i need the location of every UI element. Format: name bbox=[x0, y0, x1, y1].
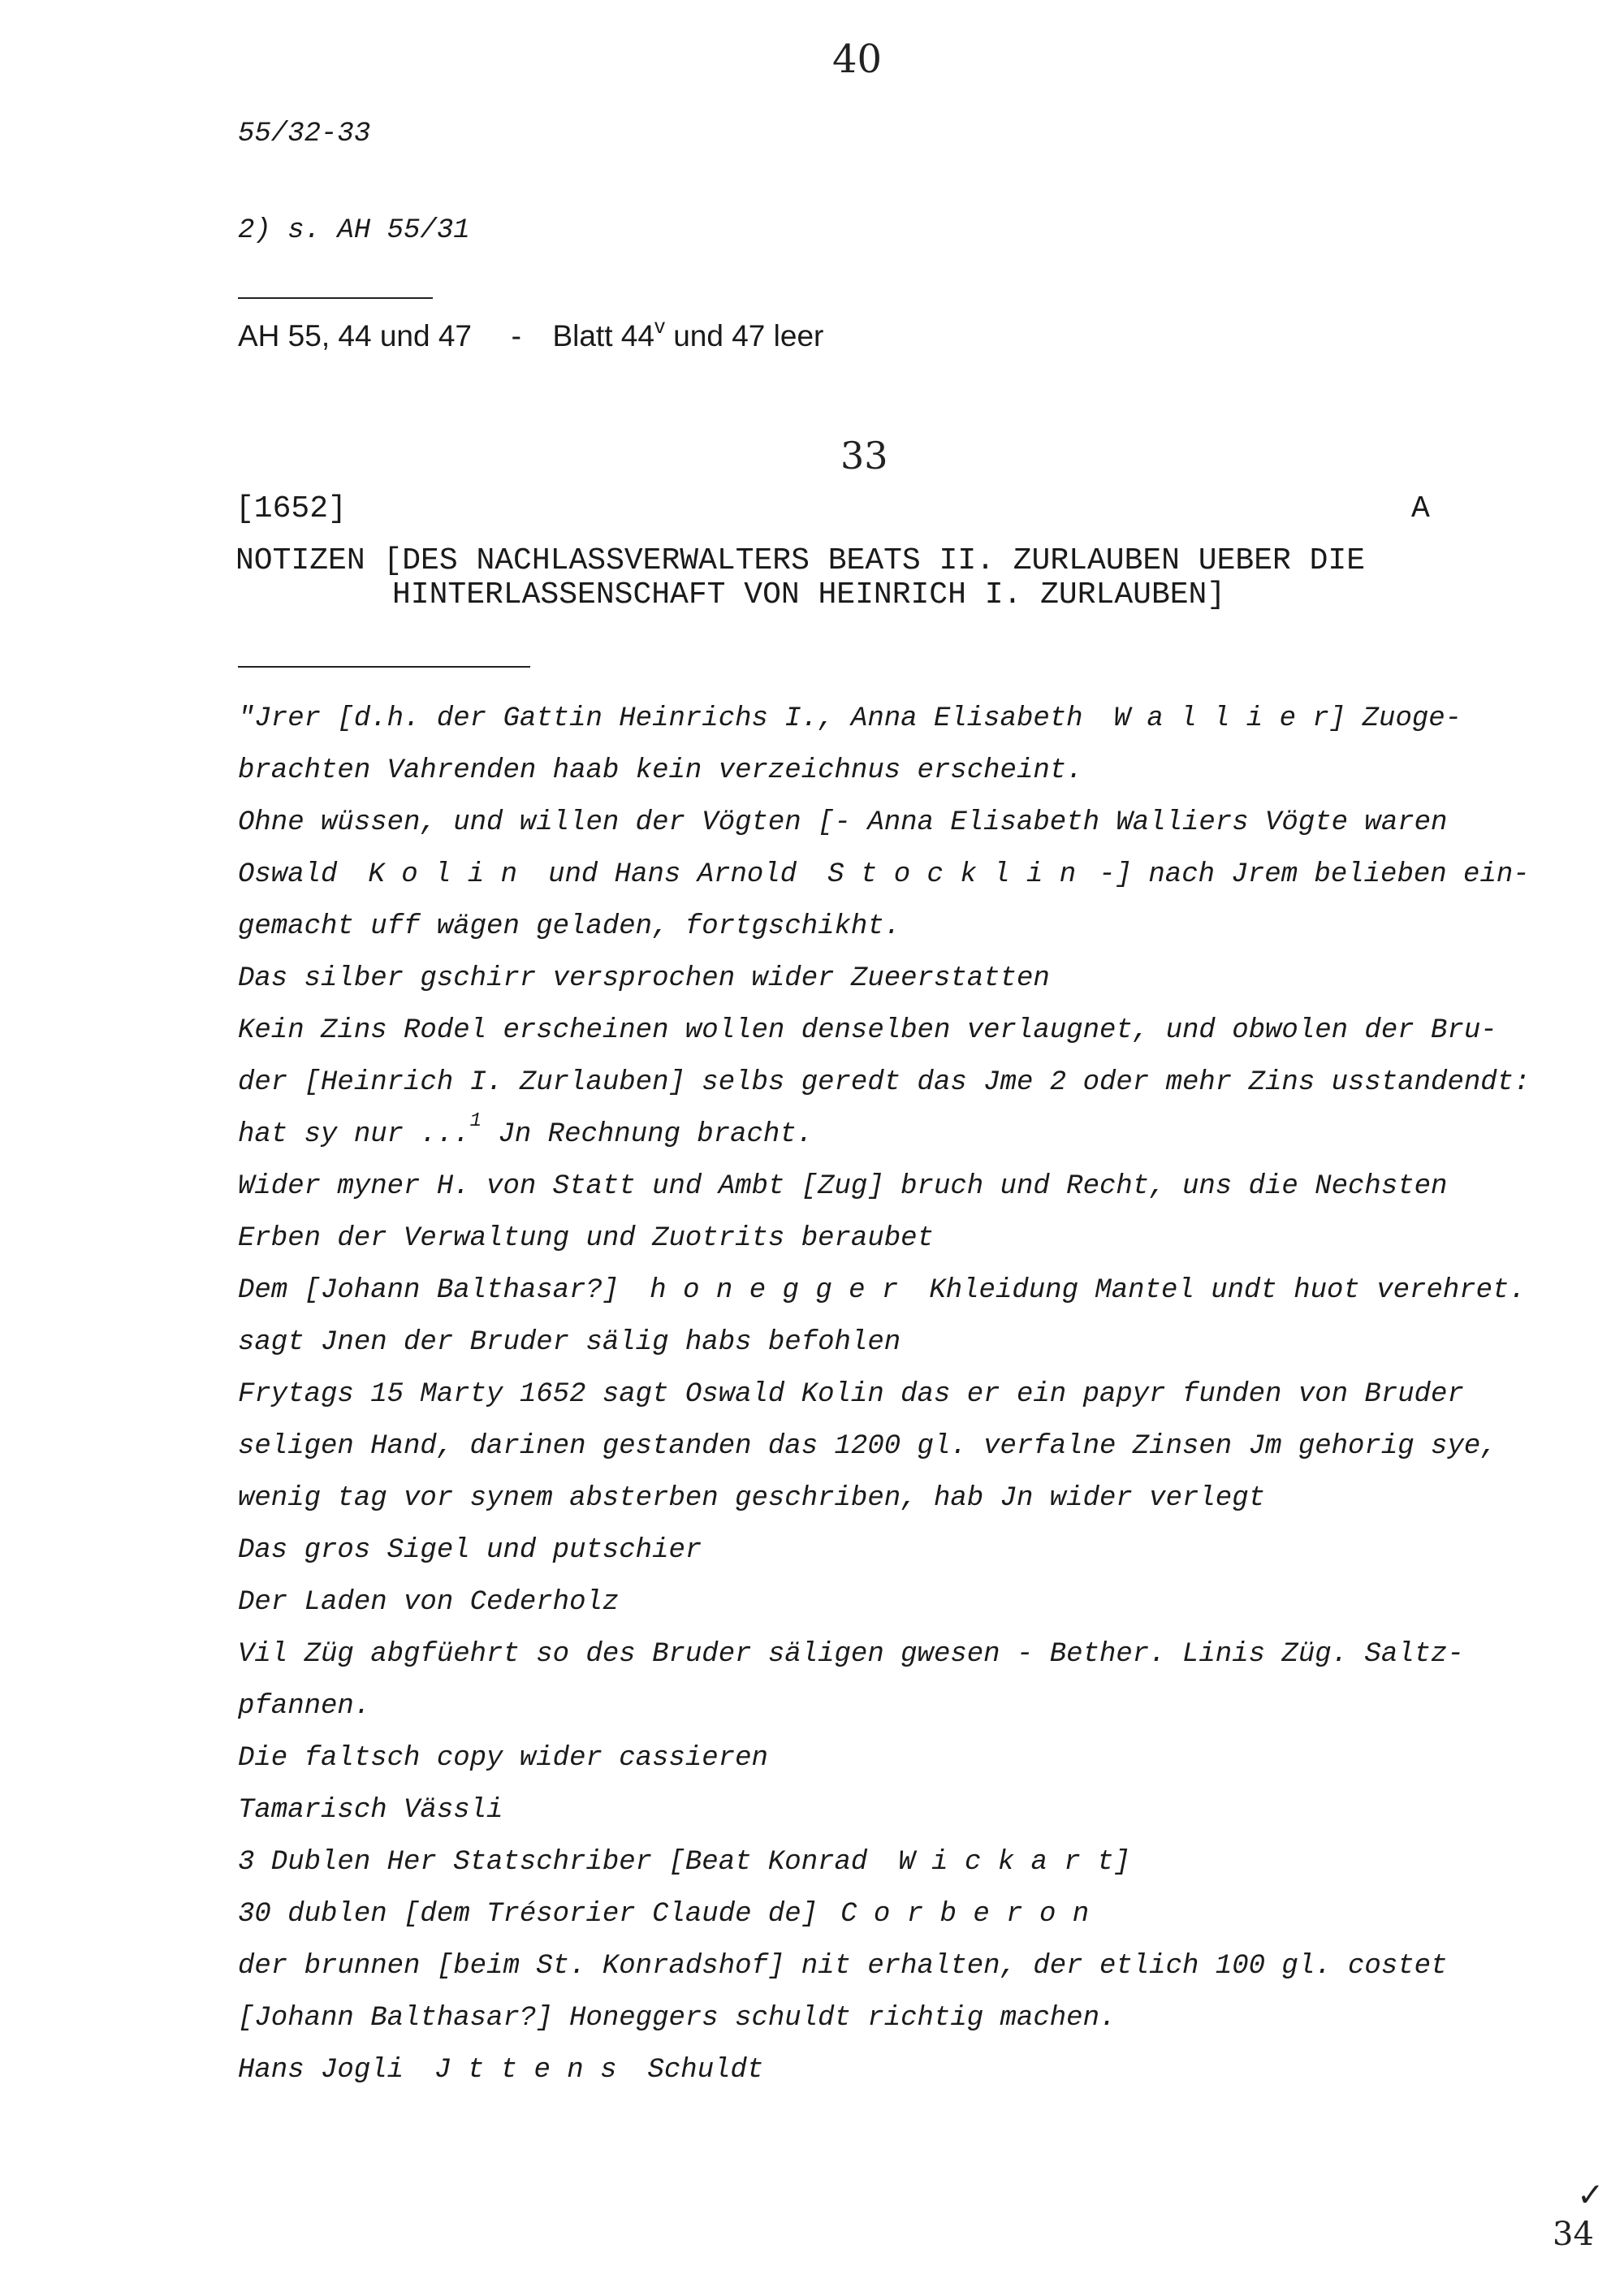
text-line: Die faltsch copy wider cassieren bbox=[238, 1743, 768, 1774]
text-line: Erben der Verwaltung und Zuotrits beraubet bbox=[238, 1223, 934, 1254]
text-line: gemacht uff wägen geladen, fortgschikht. bbox=[238, 911, 901, 942]
text-line: Hans Jogli J t t e n s Schuldt bbox=[238, 2055, 764, 2086]
title-line-2: HINTERLASSENSCHAFT VON HEINRICH I. ZURLAUBEN] bbox=[392, 577, 1226, 612]
text-line: hat sy nur ...$^1$ Jn Rechnung bracht. bbox=[238, 1110, 814, 1150]
source-blatt: Blatt 44 bbox=[552, 319, 654, 352]
corner-page-mark: 34 bbox=[1553, 2216, 1594, 2253]
text-line: Das gros Sigel und putschier bbox=[238, 1535, 702, 1566]
footnote-marker: 1 bbox=[469, 1110, 482, 1132]
text-line: Oswald K o l i n und Hans Arnold S t o c k l i n -] nach Jrem belieben ein- bbox=[238, 859, 1530, 890]
reference-top: 55/32-33 bbox=[238, 119, 371, 149]
document-date: [1652] bbox=[235, 491, 347, 526]
source-dash: - bbox=[511, 319, 521, 352]
text-line: Kein Zins Rodel erscheinen wollen denselben verlaugnet, und obwolen der Bru- bbox=[238, 1015, 1497, 1046]
document-letter: A bbox=[1411, 491, 1430, 526]
text-line: der [Heinrich I. Zurlauben] selbs geredt das Jme 2 oder mehr Zins usstandendt: bbox=[238, 1067, 1531, 1098]
footnote: 2) s. AH 55/31 bbox=[238, 215, 470, 246]
transcription-body bbox=[238, 700, 1530, 2104]
text-line: [Johann Balthasar?] Honeggers schuldt richtig machen. bbox=[238, 2003, 1116, 2034]
text-line: Wider myner H. von Statt und Ambt [Zug] bruch und Recht, uns die Nechsten bbox=[238, 1171, 1448, 1202]
text-line: Vil Züg abgfüehrt so des Bruder säligen gwesen - Bether. Linis Züg. Saltz- bbox=[238, 1639, 1464, 1670]
text-line: Das silber gschirr versprochen wider Zueerstatten bbox=[238, 963, 1050, 994]
text-line: wenig tag vor synem absterben geschriben, hab Jn wider verlegt bbox=[238, 1483, 1266, 1514]
text-line: sagt Jnen der Bruder sälig habs befohlen bbox=[238, 1327, 901, 1358]
footnote-divider bbox=[238, 297, 433, 299]
title-line-1: NOTIZEN [DES NACHLASSVERWALTERS BEATS II. ZURLAUBEN UEBER DIE bbox=[235, 543, 1366, 578]
text-line: 3 Dublen Her Statschriber [Beat Konrad W i c k a r t] bbox=[238, 1847, 1130, 1878]
title-divider bbox=[238, 666, 530, 668]
text-line: Frytags 15 Marty 1652 sagt Oswald Kolin das er ein papyr funden von Bruder bbox=[238, 1379, 1464, 1410]
text-line: 30 dublen [dem Trésorier Claude de] C o r b e r o n bbox=[238, 1899, 1090, 1930]
document-number: 33 bbox=[840, 434, 888, 478]
text-line: Der Laden von Cederholz bbox=[238, 1587, 620, 1618]
source-line bbox=[238, 314, 824, 353]
text-line: seligen Hand, darinen gestanden das 1200 gl. verfalne Zinsen Jm gehorig sye, bbox=[238, 1431, 1497, 1462]
text-line: pfannen. bbox=[238, 1691, 371, 1722]
source-prefix: AH 55, 44 und 47 bbox=[238, 319, 472, 352]
corner-check-mark: ✓ bbox=[1577, 2177, 1605, 2214]
handwritten-page-number: 40 bbox=[832, 37, 883, 82]
source-superscript: v bbox=[654, 314, 665, 338]
text-line: Tamarisch Vässli bbox=[238, 1795, 503, 1826]
text-line: brachten Vahrenden haab kein verzeichnus erscheint. bbox=[238, 755, 1083, 786]
text-line: Dem [Johann Balthasar?] h o n e g g e r Khleidung Mantel undt huot verehret. bbox=[238, 1275, 1526, 1306]
source-suffix: und 47 leer bbox=[673, 319, 824, 352]
text-line: "Jrer [d.h. der Gattin Heinrichs I., Anna Elisabeth W a l l i e r] Zuoge- bbox=[238, 703, 1462, 734]
text-line: Ohne wüssen, und willen der Vögten [- Anna Elisabeth Walliers Vögte waren bbox=[238, 807, 1448, 838]
text-line: der brunnen [beim St. Konradshof] nit erhalten, der etlich 100 gl. costet bbox=[238, 1951, 1448, 1982]
